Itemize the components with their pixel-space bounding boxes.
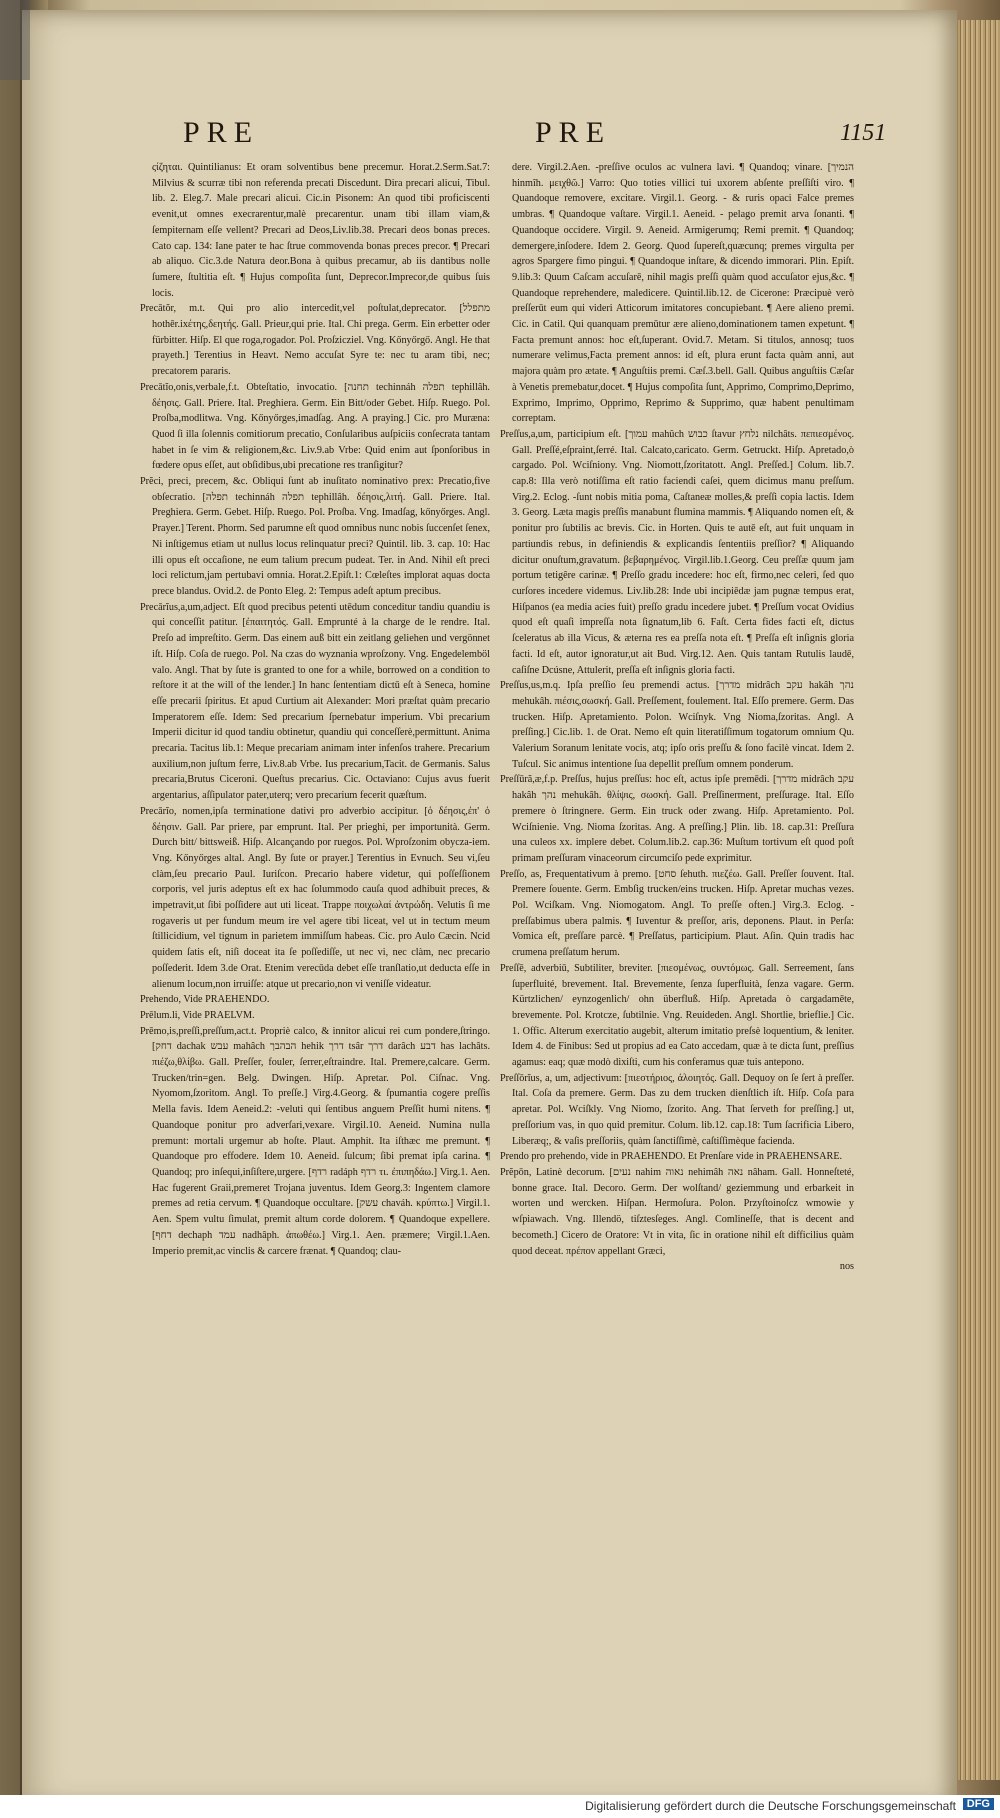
footer-bar (0, 1795, 1000, 1818)
dictionary-entry: Prēlum.li, Vide PRAELVM. (140, 1009, 255, 1021)
dictionary-entry: Preſſē, adverbiū, Subtiliter, breviter. [πιεσμένως, συντόμως. Gall. Serreement, ſans ſuperfluité, brevement. Ital. Brevemente, ſenza ſuperfluità, ſenza vagare. Germ. Kürtzlichen/ eynzogenlich/ ohn überfluß. Hiſp. Apretada ò cargadamēte, brevemente. Pol. Krotcze, ſubtilnie. Vng. Reuideden. Angl. Shortlie, brieflie.] Cic. 1. Offic. Alterum exercitatio augebit, alterum imitatio preſsè loquentium, & leniter. Idem 4. de Finibus: Sed ut propius ad ea Cato accedam, quæ à te dicta ſunt, preſſius agamus: eaq; quæ modò dixiſti, cum his conferamus quæ tuis antepono. (500, 962, 854, 1069)
entry-continuation: dere. Virgil.2.Aen. -preſſive oculos ac vulnera lavi. ¶ Quandoq; vinare. [הנמיך hinmîh. μειχθῶ.] Varro: Quo toties villici tui uxorem abſente preſſiſti viro. ¶ Quandoque removere, excitare. Virgil.1. Georg. - & ruris opaci Falce premes umbras. ¶ Quandoque vaſtare. Virgil.1. Aeneid. - pelago premit arva ſonanti. ¶ Quandoque occidere. Virgil. 9. Aeneid. Armigerumq; Remi premit. ¶ Quandoq; demergere,inſodere. Idem 2. Georg. Quod ſupereſt,quæcunq; premes virgulta per agros Spargere fimo pingui. ¶ Quandoque inſtare, & dicendo immorari. Plin. Epiſt. 9.lib.3: Quum Caſcam accuſarē, nihil magis preſſi quàm quod accuſator ejus,&c. ¶ Quandoque reprehendere, maledicere. Quintil.lib.12. de Cicerone: Præcipuè verò preſſerūt eum qui videri Atticorum imitatores concupiebant. ¶ Aere alieno premi. Cic. in Catil. Qui quanquam premūtur ære alieno,dominationem tamen expetunt. ¶ Facta premunt annos: hoc eſt,ſuperant. Ovid.7. Metam. Si titulos, annosq; tuos numerare velimus,Facta prement annos: id eſt, plura erunt facta quàm anni, aut majora quàm pro ætate. ¶ Anguſtiis premi. Cæſ.3.bell. Gall. Quibus anguſtiis Cæſar à Venetis premebatur,docet. ¶ Hujus compoſita ſunt, Apprimo, Comprimo,Deprimo, Exprimo, Imprimo, Opprimo, Reprimo & Supprimo, quæ habent penultimam correptam. (512, 162, 854, 425)
funding-note: Digitalisierung gefördert durch die Deutsche Forschungsgemeinschaft (585, 1799, 956, 1813)
dictionary-entry: Precātŏr, m.t. Qui pro alio intercedit,vel poſtulat,deprecator. [מתפלל hothēr.ixέτης,δεητής. Gall. Prieur,qui prie. Ital. Chi prega. Germ. Ein erbetter oder fürbitter. Hiſp. El que roga,rogador. Pol. Proſzicziel. Vng. Kőnyőrgő. Angl. He that prayeth.] Terentius in Heavt. Nemo accuſat Syre te: nec tu aram tibi, nec; precatorem pararis. (140, 303, 490, 378)
running-head-left: PRE (183, 116, 260, 149)
entry-continuation: ςίζηται. Quintilianus: Et oram solventibus bene precemur. Horat.2.Serm.Sat.7: Milvius & scurræ tibi non referenda precati Discedunt. Dira precari alicui, Tibul. lib. 2. Eleg.7. Male precari alicui. Cic.in Pisonem: An quod tibi proficiscenti evenit,ut omnes execrarentur,malè precarentur. unam tibi illam viam,& ſempiternam eſſe vellent? Precari ad Deos,Liv.lib.38. Precari deos bonas preces. Cato cap. 134: Iane pater te hac ſtrue commovenda bonas preces precor. ¶ Precari ab aliquo. Cic.3.de Natura deor.Bona à quibus precamur, ab iis dantibus nolle ſumere, ſtultitia eſt. ¶ Hujus compoſita ſunt, Deprecor.Imprecor,de quibus ſuis locis. (152, 162, 490, 299)
dictionary-entry: Precātĭo,onis,verbale,f.t. Obteſtatio, invocatio. [תחנה techinnáh תפלה tephillâh. δέησις. Gall. Priere. Ital. Preghiera. Germ. Ein Bitt/oder Gebet. Hiſp. Ruego. Pol. Proſba,modlitwa. Vng. Kőnyőrges,imadſag. Ang. A praying.] Cic. pro Muræna: Quod ſi illa ſolennis comitiorum precatio, Conſularibus auſpiciis conſecrata tantam habet in ſe vim & religionem,&c. Liv.9.ab Vrbe: Quid enim aut ſponſoribus in fœdere opus eſſet, aut obſidibus,ubi precatione res tranſigitur? (140, 381, 490, 472)
dictionary-entry: Prĕci, preci, precem, &c. Obliqui ſunt ab inuſitato nominativo prex: Precatio,five obſecratio. [תפלה techinnáh תפלה tephillâh. δέησις,λιτή. Gall. Priere. Ital. Preghiera. Germ. Gebet. Hiſp. Ruego. Pol. Proſba. Vng. Imadſag, kőnyőrges. Angl. Prayer.] Terent. Phorm. Sed parumne eſt quod omnibus nunc nobis ſuccenſet ſenex, Ni inſtigemus etiam ut nullus locus relinquatur preci? Quintil. lib. 3. cap. 10: Hac illi opus eſt occaſione, ne eum talium precum pudeat. Ter. in And. Nihil eſt preci loci relictum,jam pertubavi omnia. Horat.2.Epiſt.1: Cœleſtes implorat aquas docta prece blandus. Ovid.2. de Ponto Eleg. 2: Tempus adeſt aptum precibus. (140, 476, 490, 597)
left-text-column (140, 160, 490, 1259)
dictionary-entry: Preſſūră,æ,f.p. Preſſus, hujus preſſus: hoc eſt, actus ipſe premēdi. [מדרך midrâch עקב hakâh נהך mehukâh. θλίψις, σωσκή. Gall. Preſſinerment, preſſurage. Ital. Eſſo premere ò ſtringnere. Germ. Ein truck oder zwang. Hiſp. Apretamiento. Pol. Wciſnienie. Vng. Nioma ſzoritas. Ang. A preſſing.] Plin. lib. 18. cap.31: Preſſura una culeos xx. implere debet. Colum.lib.2. cap.36: Muſtum tortivum eſt quod poſt primam preſſuram vinaceorum circumciſo pede exprimitur. (500, 774, 854, 864)
dictionary-entry: Precārĭus,a,um,adject. Eſt quod precibus petenti utēdum conceditur tandiu quandiu is qui conceſſit patitur. [ἐπαιτητός. Gall. Emprunté à la charge de le rendre. Ital. Preſo ad impreſtito. Germ. Das einem auß bitt ein zeitlang geliehen und vergönnet iſt. Hiſp. Coſa de ruego. Pol. Na czas do wyznania wproſzony. Vng. Engedelemböl valo. Angl. That by ſute is granted to one for a while, borrowed on a condition to reſtore it at the will of the lender.] In hanc ſententiam dictū eſt à Seneca, homine eſſe precarii ſpiritus. Et apud Curtium ait Alexander: Mori præſtat quàm precario Imperatorem eſſe. Idem: Sed precarium ſpernebatur imperium. Vbi precarium Imperii dicitur id quod tandiu obtinetur, quandiu qui conceſſerè,permittunt. Anima precaria. Tacitus lib.1: Meque precariam animam inter infenſos trahere. Precarium auxilium,non juſtum ferre, Liv.8.ab Vrbe. Ius precarium,Tacit. de Germanis. Salus precaria,Brutus Ciceroni. Queſtus precarius. Cic. Octaviano: Cujus avus fuerit argentarius, aſſipulator pater,uterq; vero precarium fecerit quæſtum. (140, 601, 490, 802)
dictionary-entry: Prendo pro prehendo, vide in PRAEHENDO. Et Prenſare vide in PRAEHENSARE. (500, 1151, 843, 1163)
page-fore-edge (958, 20, 1000, 1780)
dictionary-entry: Preſſōrĭus, a, um, adjectivum: [πιεστήριος, ἀλοιητός. Gall. Dequoy on ſe ſert à preſſer. Ital. Coſa da premere. Germ. Das zu dem trucken dienſtlich iſt. Hiſp. Coſa para apretar. Pol. Wciſkly. Vng Niomo, ſzorito. Ang. That ſerveth for preſſing.] ut, preſſorium vas, in quo quid premitur. Colum. lib.12. cap.18: Tum ſacrificia Libero, Liberæq;, & vaſis preſſoriis, quàm ſanctiſſimè, caſtiſſimèque facienda. (500, 1072, 854, 1147)
color-scale-strip (0, 0, 30, 80)
catchword: nos (839, 1261, 854, 1273)
dictionary-entry: Precārĭo, nomen,ipſa terminatione dativi pro adverbio accipitur. [ὁ δέησις,ἐπ' ὁ δέησιν. Gall. Par priere, par emprunt. Ital. Per prieghi, per importunità. Germ. Durch bitt/ bittsweiß. Hiſp. Alcançando por ruegos. Pol. Wproſzonim obycza-iem. Vng. Kőnyőrges altal. Angl. By ſute or prayer.] Terentius in Evnuch. Seu vi,ſeu clàm,ſeu precario Paul. Iuriſcon. Precario habere videtur, qui poſſeſſionem corporis, vel juris adeptus eſt ex hac ſolummodo cauſa quod adhibuit preces, & impetravit,ut ſibi poſſidere aut uti liceat. Trappe ποιχωλαί ἀντρώδη. Velutis ſi me rogaveris ut per fundum meum ire vel agere tibi liceat, vel ut in tectum meum ſtillicidium, vel tignum in parietem immiſſum habeas. Cic. pro Aulo Cæcin. Ncid quidem ſatis eſt, niſi doceat ita ſe poſſediſſe, ut nec vi, nec clàm, nec precario poſſederit. Idem 3.de Orat. Etenim verecūda debet eſſe tranſlatio,ut deducta eſſe in alienum locum,non irruiſſe: atque ut precario,non vi veniſſe videatur. (140, 805, 490, 990)
dfg-logo: DFG (963, 1798, 994, 1810)
running-head-right: PRE (535, 116, 612, 149)
dictionary-entry: Preſſo, as, Frequentativum à premo. [סחט ſehuth. πιεζέω. Gall. Preſſer ſouvent. Ital. Premere ſouente. Germ. Embſig trucken/eins trucken. Hiſp. Apretar muchas vezes. Pol. Wciſkam. Vng. Niomogatom. Angl. To preſſe often.] Virg.3. Eclog. -preſſabimus ubera palmis. ¶ Iuventur & preſſor, aris, deponens. Plaut. in Perſa: Vomica eſt, preſſare parcè. ¶ Preſſatus, participium. Plaut. Aſin. Quin tradis hac crumena preſſatum herum. (500, 868, 854, 959)
page-number: 1151 (840, 120, 887, 146)
dictionary-entry: Prehendo, Vide PRAEHENDO. (140, 994, 270, 1006)
dictionary-entry: Preſſus,us,m.q. Ipſa preſſio ſeu premendi actus. [מדרך midrâch עקב hakâh נהך mehukâh. πιέσις,σωσκή. Gall. Preſſement, foulement. Ital. Eſſo premere. Germ. Das trucken. Hiſp. Apretamiento. Polon. Wciſnyk. Vng Nioma,ſzoritas. Angl. A preſſing.] Cic.lib. 1. de Orat. Nemo eſt quin literatiſſimum togatorum omnium Qu. Valerium Soranum lenitate vocis, atq; ipſo oris preſſu & ſono facilè vincat. Idem 2. Tuſcul. Sic animus intentione ſua depellit preſſum omnem ponderum. (500, 680, 854, 770)
right-text-column (500, 160, 854, 1275)
dictionary-entry: Prēmo,is,preſſi,preſſum,act.t. Propriè calco, & innitor alicui rei cum pondere,ſtringo. [דחק dachak עבש mahâch הבהבך hehik דרך tsâr דרך darâch דבע has lachâts. πιέζω,θλίβω. Gall. Preſſer, fouler, ſerrer,eſtraindre. Ital. Premere,calcare. Germ. Trucken/trin=gen. Belg. Dwingen. Hiſp. Apretar. Pol. Ciſnac. Vng. Nyomom,ſzoritom. Angl. To preſſe.] Virg.4.Georg. & ſpumantia cogere preſſis Mella favis. Idem Aeneid.2: -veluti qui ſentibus anguem Preſſit humi nitens. ¶ Quandoque ponitur pro adverſari,vexare. Virgil.10. Aeneid. Numina nulla premunt: mortali urgemur ab hoſte. Plaut. Amphit. Ita iſthæc me premunt. ¶ Quandoque pro effodere. Idem 10. Aeneid. ſulcum; ſibi premat ipſa carina. ¶ Quandoq; pro inſequi,inſiſtere,urgere. [רדף radáph רדף τι. ἐπιπηδάω.] Virg.1. Aen. Hac fugerent Graii,premeret Trojana juventus. Idem Georg.3: Ingentem clamore premes ad retia cervum. ¶ Quandoque occultare. [עשק chaváh. κρύπτω.] Virgil.1. Aen. Spem vultu ſimulat, premit altum corde dolorem. ¶ Quandoque expellere. [דחף dechaph עמד nadhâph. ἀπωθέω.] Virg.1. Aen. præmere; Virgil.1.Aen. Imperio premit,ac vinclis & carcere frænat. ¶ Quandoq; clau- (140, 1025, 491, 1257)
dictionary-entry: Prĕpōn, Latinè decorum. [נעים nahim נאוה nehimâh נאה nâham. Gall. Honneſteté, bonne grace. Ital. Decoro. Germ. Der wolſtand/ geziemmung und erbarkeit in worten und wercken. Hiſpan. Hermoſura. Polon. Przyſtoinoſcz wmowie y wſpiawach. Vng. Illendö, tiſztesſeges. Angl. Comlineſſe, that is decent and becometh.] Cicero de Oratore: Vt in vita, ſic in oratione nihil eſt difficilius quàm quod deceat. πρέπον appellant Græci, (500, 1167, 854, 1257)
dictionary-entry: Preſſus,a,um, participium eſt. [עמוך mahûch כבוש ſtavur נלחץ nilchâts. πεπιεσμένος. Gall. Preſſé,eſpraint,ſerré. Ital. Calcato,caricato. Germ. Getruckt. Hiſp. Apretado,ò cargado. Pol. Wciſniony. Vng. Niomott,ſzoritatott. Angl. Preſſed.] Colum. lib.7. cap.8: Illa verò notiſſima eſt ratio faciendi caſei, quem dicimus manu preſſum. Virg.2. Eclog. -ſunt nobis mitia poma, Caſtaneæ molles,& preſſi copia lactis. Idem 3. Georg. Læta magis preſſis manabunt flumina mammis. ¶ Aliquando nomen eſt, & ponitur pro ſubtilis ac brevis. Cic. in Horten. Quis te autē eſt, aut fuit unquam in partiundis rebus, in definiendis & explicandis ſententiis preſſior? ¶ Aliquando dicitur onuſtum,gravatum. βεβαρημένος. Virgil.lib.1.Georg. Ceu preſſæ quum jam portum tetigêre carinæ. ¶ Preſſo gradu incedere: hoc eſt, firmo,nec celeri, ſed quo curſores incedere videmus. Liv.lib.28: Inde ubi incipiēdæ jam pugnæ tempus erat, Hiſpanos (ea media acies fuit) preſſo gradu incedere jubet. ¶ Preſſum vocat Ovidius quod eſt quaſi impreſſa nota ſignatum,lib 6. Faſt. Certa fides facti eſt, dictus ſceleratus ab illa Vicus, & æterna res ea preſſa nota eſt. ¶ Preſſa eſt inſignis gloria facti. Id eſt, autor ignoratur,ut ait Bud. Virg.12. Aen. Quis tantam Rutulis laudē, caſiſne Dcúsne, Attulerit, preſſa eſt inſignis gloria facti. (500, 428, 854, 676)
